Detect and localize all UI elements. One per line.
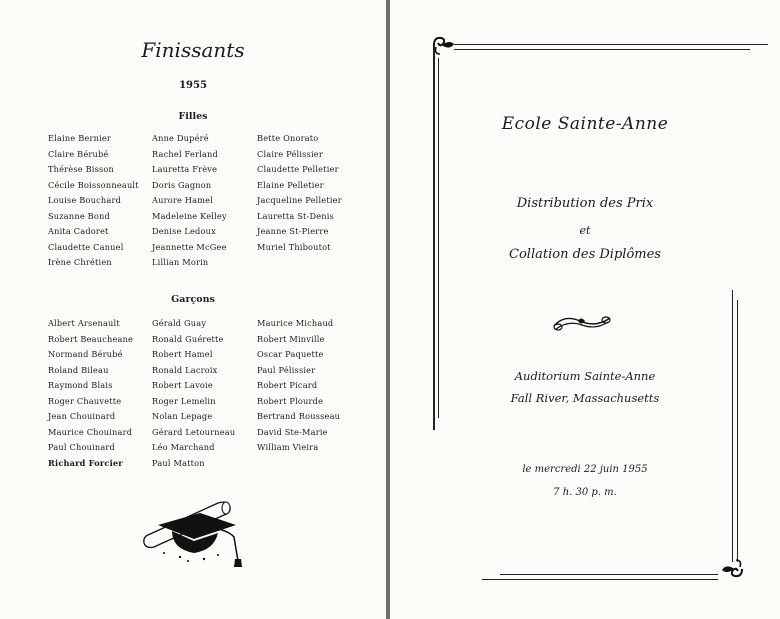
list-item: Ronald Lacroix bbox=[152, 364, 218, 375]
fleuron-ornament-icon bbox=[720, 558, 746, 580]
list-item: Cécile Boissonneault bbox=[48, 179, 139, 190]
girls-heading: Filles bbox=[178, 111, 208, 122]
left-page bbox=[0, 0, 386, 619]
school-name: Ecole Sainte-Anne bbox=[501, 114, 669, 134]
list-item: Claire Pélissier bbox=[257, 148, 323, 159]
frame-line bbox=[438, 58, 439, 418]
list-item: Doris Gagnon bbox=[152, 179, 212, 190]
list-item: Léo Marchand bbox=[152, 442, 215, 452]
list-item: Madeleine Kelley bbox=[152, 210, 227, 221]
list-item: Claudette Canuel bbox=[48, 241, 124, 252]
frame-line bbox=[500, 574, 718, 575]
list-item: William Vieira bbox=[257, 442, 319, 452]
girls-column-2 bbox=[152, 131, 227, 271]
list-item: Oscar Paquette bbox=[257, 349, 324, 359]
girls-column-1 bbox=[48, 131, 139, 271]
list-item: Maurice Michaud bbox=[257, 318, 334, 328]
frame-line bbox=[482, 579, 718, 580]
list-item: Jeannette McGee bbox=[152, 241, 227, 252]
list-item: Paul Matton bbox=[152, 457, 205, 468]
list-item: Claire Bérubé bbox=[48, 148, 109, 159]
list-item: Elaine Bernier bbox=[48, 133, 112, 143]
list-item: Rachel Ferland bbox=[152, 148, 218, 159]
list-item: Bertrand Rousseau bbox=[257, 411, 341, 421]
graduation-cap-icon bbox=[138, 495, 250, 570]
event-line-3: Collation des Diplômes bbox=[509, 247, 661, 262]
list-item: Muriel Thiboutot bbox=[257, 241, 331, 252]
list-item: Suzanne Bond bbox=[48, 210, 110, 221]
boys-column-2 bbox=[152, 316, 235, 471]
frame-line bbox=[737, 300, 738, 562]
frame-line bbox=[454, 49, 750, 50]
list-item: Roger Lemelin bbox=[152, 395, 216, 406]
list-item: Albert Arsenault bbox=[48, 318, 120, 328]
event-time: 7 h. 30 p. m. bbox=[553, 487, 617, 498]
list-item: Robert Minville bbox=[257, 333, 325, 344]
boys-column-1 bbox=[48, 316, 133, 471]
list-item: Roland Bileau bbox=[48, 364, 109, 375]
boys-heading: Garçons bbox=[171, 294, 215, 305]
list-item: Paul Chouinard bbox=[48, 442, 115, 452]
event-line-1: Distribution des Prix bbox=[516, 196, 654, 211]
list-item: Nolan Lepage bbox=[152, 411, 213, 421]
list-item: Jean Chouinard bbox=[48, 411, 116, 421]
list-item: Paul Pélissier bbox=[257, 364, 316, 375]
list-item: Lillian Morin bbox=[152, 257, 209, 267]
list-item: Bette Onorato bbox=[257, 133, 319, 143]
list-item: Roger Chauvette bbox=[48, 395, 122, 406]
list-item: Lauretta Frève bbox=[152, 164, 218, 174]
list-item: Normand Bérubé bbox=[48, 349, 123, 359]
list-item: Richard Forcier bbox=[48, 457, 123, 468]
frame-line bbox=[454, 44, 768, 45]
list-item: Lauretta St-Denis bbox=[257, 210, 334, 221]
list-item: Louise Bouchard bbox=[48, 195, 122, 205]
list-item: Denise Ledoux bbox=[152, 226, 216, 236]
list-item: Robert Hamel bbox=[152, 349, 213, 359]
list-item: Thérèse Bisson bbox=[48, 164, 115, 174]
frame-line bbox=[732, 290, 733, 562]
list-item: Gérard Letourneau bbox=[152, 426, 236, 437]
list-item: Anne Dupéré bbox=[152, 133, 209, 143]
list-item: Maurice Chouinard bbox=[48, 426, 133, 437]
boys-column-3 bbox=[257, 316, 340, 456]
list-item: Irène Chrétien bbox=[48, 257, 112, 267]
list-item: Robert Beaucheane bbox=[48, 333, 134, 344]
venue-location: Fall River, Massachusetts bbox=[510, 391, 660, 405]
list-item: Ronald Guérette bbox=[152, 333, 224, 344]
list-item: Robert Plourde bbox=[257, 395, 324, 406]
fleuron-ornament-icon bbox=[430, 34, 456, 56]
list-item: Claudette Pelletier bbox=[257, 164, 339, 174]
list-item: Raymond Blais bbox=[48, 380, 113, 390]
page-title: Finissants bbox=[141, 38, 245, 62]
list-item: David Ste-Marie bbox=[257, 426, 328, 437]
event-date: le mercredi 22 juin 1955 bbox=[522, 464, 648, 475]
girls-column-3 bbox=[257, 131, 342, 255]
list-item: Gérald Guay bbox=[152, 318, 207, 328]
list-item: Jeanne St-Pierre bbox=[257, 226, 329, 236]
list-item: Anita Cadoret bbox=[48, 226, 109, 236]
list-item: Jacqueline Pelletier bbox=[257, 195, 342, 205]
venue-name: Auditorium Sainte-Anne bbox=[514, 369, 656, 383]
right-page bbox=[390, 0, 780, 619]
list-item: Elaine Pelletier bbox=[257, 179, 324, 190]
list-item: Aurore Hamel bbox=[152, 195, 214, 205]
list-item: Robert Picard bbox=[257, 380, 318, 390]
list-item: Robert Lavoie bbox=[152, 380, 213, 390]
year: 1955 bbox=[179, 80, 207, 91]
diploma-scroll-icon bbox=[550, 312, 614, 334]
event-line-2: et bbox=[579, 224, 591, 237]
